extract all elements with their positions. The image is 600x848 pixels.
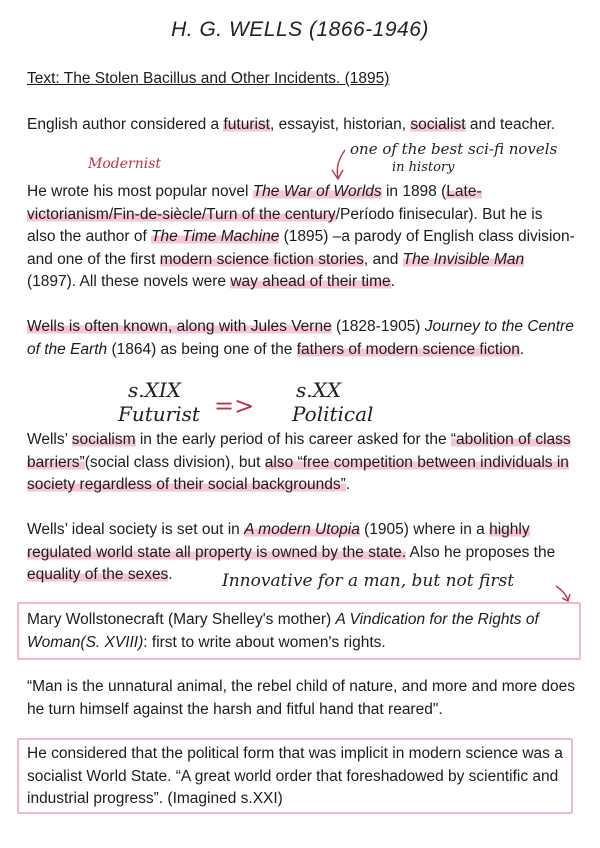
- highlight: modern science fiction stories: [159, 250, 364, 268]
- highlight: futurist: [223, 116, 270, 133]
- text-run: , essayist, historian,: [269, 116, 411, 133]
- text-run: .: [168, 566, 173, 583]
- text-run: (social class division), but: [84, 453, 265, 471]
- handwriting-best-scifi: one of the best sci-fi novels: [350, 140, 558, 158]
- paragraph-verne: [27, 316, 575, 361]
- highlight: way ahead of their time: [230, 273, 391, 290]
- text-run: English author considered a: [27, 116, 224, 133]
- text-run: in 1898 (: [381, 183, 447, 200]
- handwriting-sxix: s.XIX: [128, 378, 181, 402]
- page-title: H. G. WELLS (1866-1946): [171, 18, 429, 41]
- highlight: fathers of modern science fiction: [296, 340, 520, 358]
- highlight: Late-victorianism/Fin-de-siècle/Turn of the century: [27, 183, 482, 223]
- highlight: equality of the sexes: [27, 566, 169, 583]
- highlight: socialism: [71, 431, 136, 448]
- paragraph-wollstonecraft: [27, 609, 575, 654]
- text-run: Also he proposes the: [406, 543, 556, 561]
- handwriting-modernist: Modernist: [88, 156, 162, 172]
- handwriting-political: Political: [292, 402, 374, 426]
- text-run: Wells’ ideal society is set out in: [27, 521, 245, 538]
- text-run: He wrote his most popular novel: [27, 183, 253, 200]
- paragraph-intro: [27, 114, 575, 137]
- paragraph-socialism: [27, 429, 575, 497]
- text-run: .: [390, 273, 395, 290]
- handwriting-in-history: in history: [392, 160, 455, 175]
- italic-title: Journey to the Centre of the Earth: [27, 318, 574, 358]
- highlight-title: The Invisible Man: [402, 250, 525, 268]
- text-run: (1864) as being one of the: [107, 340, 297, 358]
- text-run: Mary Wollstonecraft (Mary Shelley's mother): [27, 611, 336, 628]
- text-run: , and: [363, 250, 403, 268]
- highlight: Wells is often known, along with Jules Verne: [27, 318, 332, 335]
- highlight-title: A modern Utopia: [244, 521, 360, 538]
- highlight: also “free competition between individuals in society regardless of their social backgrounds”: [27, 453, 569, 493]
- arrow-head-icon: [562, 594, 570, 601]
- text-run: : first to write about women's rights.: [143, 633, 386, 651]
- annotation-arrow-icon: [556, 586, 568, 600]
- text-run: (1828-1905): [331, 318, 425, 335]
- italic-title: A Vindication for the Rights of Woman(S. XVIII): [27, 611, 539, 651]
- highlight: socialist: [410, 116, 466, 133]
- source-text: Text: The Stolen Bacillus and Other Incidents. (1895): [27, 70, 390, 87]
- text-run: (1897). All these novels were: [27, 273, 231, 290]
- handwriting-sxx: s.XX: [296, 378, 342, 402]
- handwriting-innovative: Innovative for a man, but not first: [222, 571, 515, 591]
- highlight-title: The War of Worlds: [252, 183, 382, 200]
- arrow-head-icon: [332, 170, 343, 179]
- annotation-arrow-icon: [337, 150, 345, 178]
- handwriting-arrow: =>: [214, 392, 255, 420]
- paragraph-world-state: He considered that the political form that was implicit in modern science was a socialist World State. “A great world order that foreshadowed by scientific and industrial progress”. (Imagined s.XXI): [27, 745, 563, 807]
- text-run: .: [519, 340, 525, 358]
- highlight: highly regulated world state all property is owned by the state.: [27, 521, 530, 561]
- highlight-title: The Time Machine: [151, 228, 280, 245]
- highlight: “abolition of class barriers”: [27, 431, 571, 471]
- text-run: (1895) –a parody of English class division- and one of the first: [27, 228, 575, 268]
- handwriting-futurist: Futurist: [118, 402, 200, 426]
- text-run: in the early period of his career asked for the: [135, 431, 451, 448]
- text-run: /Período finisecular). But he is also the author of: [27, 205, 543, 245]
- text-run: .: [345, 476, 351, 493]
- text-run: and teacher.: [465, 116, 556, 133]
- text-run: Wells’: [27, 431, 72, 448]
- paragraph-novels: [27, 181, 575, 294]
- paragraph-quote: “Man is the unnatural animal, the rebel child of nature, and more and more does he turn himself against the harsh and fitful hand that reared".: [27, 678, 575, 718]
- text-run: (1905) where in a: [359, 521, 490, 538]
